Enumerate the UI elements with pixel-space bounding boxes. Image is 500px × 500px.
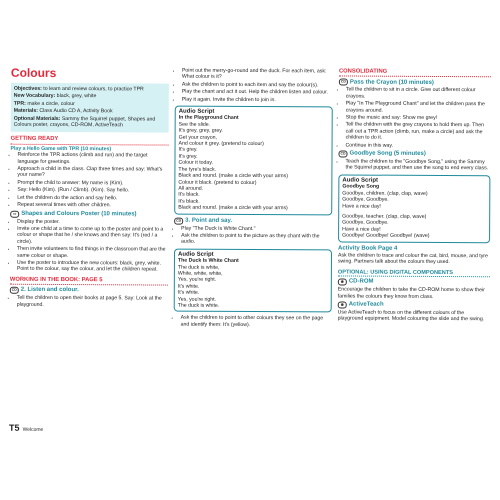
script-line: It's white. — [177, 283, 200, 290]
script-line: All around. — [178, 185, 204, 192]
script-line: White, white, white, — [177, 270, 223, 277]
list-item: • Use the poster to introduce the new colours: black, grey, white. Point to the colour, say the colour, and let the children repeat. — [17, 260, 168, 274]
list-item: • Continue in this way. — [346, 142, 491, 149]
listen-heading: 2. Listen and colour. — [20, 287, 79, 294]
script-line: It's grey. — [178, 147, 198, 154]
activeteach-heading-row — [338, 301, 490, 309]
activeteach-text: Use ActiveTeach to focus on the different colours of the playground equipment. Model colouring the slide and the swing. — [337, 309, 485, 323]
list-item: • Tell the children to open their books at page 5. Say: Look at the playground. — [17, 295, 168, 309]
poster-list — [10, 218, 168, 273]
audio-cd-icon: CD — [338, 151, 347, 158]
list-item: • Repeat several times with other children. — [17, 202, 168, 209]
column-left — [10, 67, 169, 310]
poster-heading: Shapes and Colours Poster (10 minutes) — [21, 210, 137, 218]
list-item: • Then invite volunteers to find things in the classroom that are the same colour or shape. — [17, 246, 168, 260]
listen-steps-list — [175, 68, 333, 104]
materials-text: Class Audio CD A, Activity Book — [39, 108, 113, 115]
optional-materials-line — [14, 115, 166, 129]
objectives-line — [14, 86, 166, 93]
point-list — [174, 225, 332, 246]
audio-script-duck — [174, 248, 332, 312]
tpr-text: make a circle, colour — [27, 100, 75, 107]
teacher-guide-page — [7, 67, 493, 438]
poster-heading-row — [10, 210, 168, 218]
point-heading: 3. Point and say. — [185, 217, 233, 224]
column-right — [338, 68, 491, 324]
script-line: Yes, you're right. — [177, 276, 217, 284]
page-number: T5 — [9, 422, 20, 433]
optional-materials-label: Optional Materials: — [13, 115, 61, 122]
audio-script-name: The Duck Is White Chant — [177, 257, 239, 265]
script-line: The duck is white. — [177, 302, 220, 309]
script-line: And colour it grey. (pretend to colour) — [178, 140, 264, 148]
crayon-heading: Pass the Crayon (10 minutes) — [349, 79, 434, 86]
getting-ready-heading: GETTING READY — [11, 136, 169, 145]
crayon-heading-row — [339, 79, 491, 87]
crayon-list — [339, 87, 491, 149]
list-item: • Approach a child in the class. Clap three times and say: What's your name? — [17, 166, 168, 180]
script-line: Colour it today. — [178, 159, 213, 167]
list-item: • Teach the children to the "Goodbye Song," using the Sammy the Squirrel puppet, and then use the song to end every class. — [345, 159, 490, 173]
list-item: • Let the children do the action and say hello. — [17, 194, 168, 201]
list-item: • Ask the children to point to other colours they see on the page and identify them: It's (yellow). — [181, 315, 332, 329]
audio-cd-icon: CD — [174, 217, 183, 224]
tpr-line — [14, 101, 166, 108]
cdrom-heading: CD-ROM — [348, 278, 374, 286]
objectives-box — [11, 83, 169, 133]
script-line: Goodbye, Goodbye. — [342, 196, 389, 203]
page-section-label: Welcome — [22, 426, 44, 433]
vocab-text: black, grey, white — [56, 93, 97, 100]
list-item: • Tell the children to sit in a circle. Give out different colour crayons. — [346, 87, 491, 101]
script-line: It's black. — [178, 198, 200, 205]
activeteach-icon: ◉ — [338, 301, 347, 308]
list-item: • Display the poster. — [17, 218, 168, 225]
audio-cd-icon: CD — [10, 287, 19, 294]
vocab-label: New Vocabulary: — [13, 93, 56, 100]
materials-line — [14, 108, 166, 115]
optional-digital-heading: OPTIONAL: USING DIGITAL COMPONENTS — [338, 269, 490, 277]
consolidating-heading: CONSOLIDATING — [339, 68, 491, 77]
goodbye-heading: Goodbye Song (5 minutes) — [349, 150, 426, 158]
column-middle — [174, 68, 333, 330]
poster-icon: ▭ — [10, 210, 19, 217]
goodbye-heading-row — [338, 151, 490, 159]
script-line: Goodbye! Goodbye! Goodbye! (wave) — [342, 232, 430, 240]
list-item: • Point out the merry-go-round and the duck. For each item, ask: What colour is it? — [182, 68, 333, 82]
list-item: • Play the chant and act it out. Help the children listen and colour. — [182, 89, 333, 96]
working-heading: WORKING IN THE BOOK: PAGE 5 — [10, 276, 168, 285]
script-line: Goodbye, teacher. (clap, clap, wave) — [342, 213, 427, 220]
hello-game-heading: Play a Hello Game with TPR (10 minutes) — [10, 145, 112, 153]
script-line: Have a nice day! — [342, 202, 381, 210]
script-line: Yes, you're right. — [177, 296, 217, 303]
audio-script-title: Audio Script — [342, 177, 379, 184]
script-line: See the slide. — [178, 121, 211, 128]
list-item: • Say: Hello (Kim). (Run / Climb). (Kim). Say hello. — [17, 187, 168, 194]
audio-script-name: Goodbye Song — [342, 183, 380, 190]
audio-script-title: Audio Script — [178, 108, 215, 115]
hello-game-list — [10, 152, 168, 209]
list-item: • Play "The Duck Is White Chant." — [181, 225, 332, 232]
script-line: Goodbye, Goodbye. — [342, 219, 389, 227]
activity-book-text: Ask the children to trace and colour the cat, bird, mouse, and tyre swing. Partners talk about the colours they used. — [337, 252, 488, 266]
script-line: Goodbye, children. (clap, clap, wave) — [342, 190, 428, 197]
script-line: Have a nice day! — [342, 226, 381, 233]
point-heading-row — [174, 217, 332, 225]
list-item: • Ask the children to point to the picture as they chant with the audio. — [181, 233, 332, 247]
listen-heading-row — [10, 287, 168, 295]
script-line: Black and round. (make a circle with your arms) — [178, 172, 288, 180]
cdrom-heading-row — [338, 279, 490, 287]
goodbye-list — [338, 159, 490, 173]
script-line: It's black. — [178, 191, 200, 199]
cd-rom-icon: ◉ — [338, 279, 347, 286]
objectives-label: Objectives: — [13, 85, 42, 92]
activeteach-heading: ActiveTeach — [348, 301, 384, 308]
optional-materials-text: Sammy the Squirrel puppet, Shapes and Colours poster, crayons, CD-ROM, ActiveTeach — [13, 115, 156, 129]
audio-script-title: Audio Script — [177, 251, 214, 258]
list-item: • Ask the children to point to each item and say the colour(s). — [182, 81, 333, 88]
script-line: The duck is white, — [177, 264, 220, 271]
activity-book-heading: Activity Book Page 4 — [338, 244, 398, 252]
objectives-text: to learn and review colours, to practice TPR — [43, 85, 144, 93]
audio-script-goodbye — [338, 174, 490, 242]
cdrom-text: Encourage the children to take the CD-ROM home to show their families the colours they know from class. — [337, 286, 485, 300]
audio-cd-icon: CD — [339, 79, 348, 86]
list-item: • Invite one child at a time to come up to the poster and point to a colour or shape that he / she knows and then say: It's (red / a circle). — [17, 226, 168, 246]
list-item: • Reinforce the TPR actions (climb and run) and the target language for greetings. — [17, 152, 168, 166]
page-footer — [9, 423, 43, 433]
list-item: • Play it again. Invite the children to join in. — [182, 96, 333, 103]
list-item: • Play "In The Playground Chant" and let the children pass the crayons around. — [346, 101, 491, 115]
script-line: Black and round. (make a circle with your arms) — [178, 204, 288, 212]
materials-label: Materials: — [13, 107, 38, 115]
script-line: The tyre's black. — [178, 166, 217, 173]
script-line: It's white. — [177, 289, 200, 296]
colour-identify-list — [174, 315, 332, 329]
script-line: Colour it black. (pretend to colour) — [178, 179, 257, 186]
list-item: • Tell the children with the grey crayons to hold them up. Then call out a TPR action (climb, run, make a circle) and ask the children to do it. — [346, 122, 491, 142]
list-item: • Prompt the child to answer: My name is (Kim). — [17, 180, 168, 187]
tpr-label: TPR: — [13, 100, 26, 107]
listen-list — [10, 295, 168, 309]
script-line: It's grey. — [178, 153, 198, 160]
audio-script-playground — [174, 106, 333, 215]
script-line: Get your crayon, — [178, 134, 217, 141]
script-line: It's grey, grey, grey. — [178, 127, 223, 135]
list-item: • Stop the music and say: Show me grey! — [346, 115, 491, 122]
page-title: Colours — [10, 65, 57, 80]
audio-script-name: In the Playground Chant — [178, 115, 239, 122]
vocab-line — [14, 93, 166, 100]
